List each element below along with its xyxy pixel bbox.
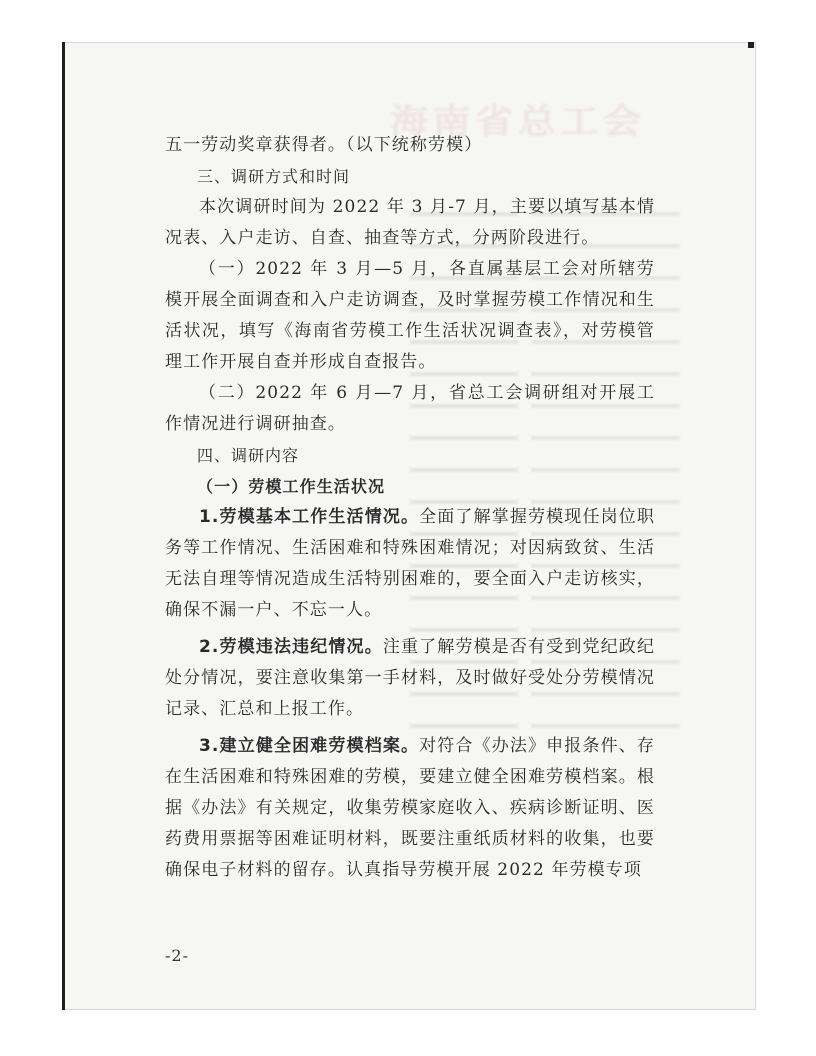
bleed-through-heading: 海南省总工会 <box>390 102 646 142</box>
subsection-heading-1: （一）劳模工作生活状况 <box>197 477 386 496</box>
document-body <box>165 130 655 886</box>
paragraph-item-2 <box>165 632 655 725</box>
section-heading-4: 四、调研内容 <box>197 446 300 465</box>
item-3-lead: 3.建立健全困难劳模档案。 <box>199 736 420 756</box>
item-1-body: 全面了解掌握劳模现任岗位职务等工作情况、生活困难和特殊困难情况；对因病致贫、生活无法自理等情况造成生活特别困难的，要全面入户走访核实，确保不漏一户、不忘一人。 <box>165 507 655 620</box>
paragraph-research-time: 本次调研时间为 2022 年 3 月-7 月，主要以填写基本情况表、入户走访、自查、抽查等方式，分两阶段进行。 <box>165 197 655 248</box>
item-3-body: 对符合《办法》申报条件、存在生活困难和特殊困难的劳模，要建立健全困难劳模档案。根据《办法》有关规定，收集劳模家庭收入、疾病诊断证明、医药费用票据等困难证明材料，既要注重纸质材料的收集，也要确保电子材料的留存。认真指导劳模开展 2022 年劳模专项 <box>165 736 655 880</box>
scan-mark <box>748 42 754 48</box>
item-2-lead: 2.劳模违法违纪情况。 <box>199 637 383 657</box>
paragraph-item-3 <box>165 731 655 886</box>
paragraph-phase-2: （二）2022 年 6 月—7 月，省总工会调研组对开展工作情况进行调研抽查。 <box>165 383 655 434</box>
item-2-body: 注重了解劳模是否有受到党纪政纪处分情况，要注意收集第一手材料，及时做好受处分劳模情况记录、汇总和上报工作。 <box>165 637 656 719</box>
item-1-lead: 1.劳模基本工作生活情况。 <box>199 507 420 527</box>
paragraph-intro-tail: 五一劳动奖章获得者。（以下统称劳模） <box>165 135 483 155</box>
paragraph-item-1 <box>165 502 655 626</box>
section-heading-3: 三、调研方式和时间 <box>197 167 351 186</box>
paragraph-phase-1: （一）2022 年 3 月—5 月，各直属基层工会对所辖劳模开展全面调查和入户走访调查，及时掌握劳模工作情况和生活状况，填写《海南省劳模工作生活状况调查表》，对劳模管理工作开展自查并形成自查报告。 <box>165 259 655 372</box>
scan-edge-left <box>62 42 65 1010</box>
page-number: -2- <box>165 946 189 965</box>
